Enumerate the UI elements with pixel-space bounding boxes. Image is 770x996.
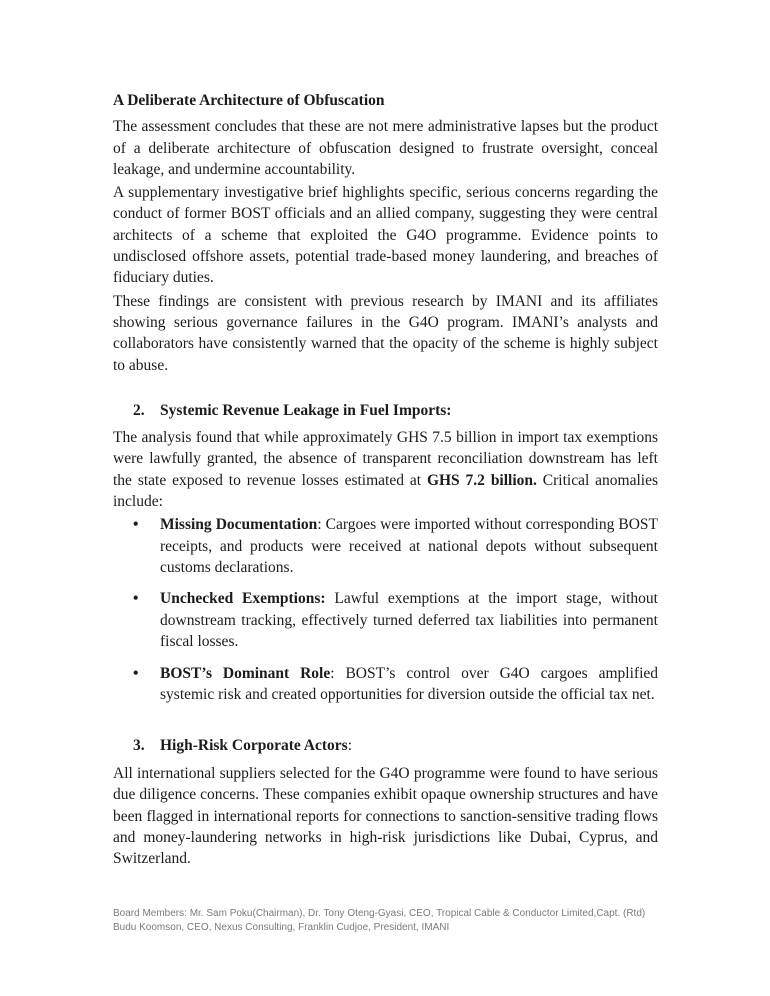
body-paragraph	[113, 427, 658, 512]
body-paragraph: All international suppliers selected for the G4O programme were found to have serious due diligence concerns. These companies exhibit opaque ownership structures and have been flagged in international reports for connections to sanction-sensitive trading flows and money-laundering networks in high-risk jurisdictions like Dubai, Cyprus, and Switzerland.	[113, 765, 658, 868]
paragraph-text: The analysis found that while approximately GHS 7.5 billion in import tax exemptions were lawfully granted, the absence of transparent reconciliation downstream has left the state exposed to revenue losses estimated at	[113, 429, 658, 489]
numbered-heading-label	[160, 735, 658, 756]
numbered-heading-3	[113, 735, 658, 756]
paragraph-text: Critical anomalies include:	[113, 471, 658, 511]
bullet-lead-bold: Missing Documentation	[160, 516, 318, 534]
bullet-lead-bold: BOST’s Dominant Role	[160, 665, 331, 683]
numbered-heading-label: Systemic Revenue Leakage in Fuel Imports:	[160, 401, 452, 419]
body-paragraph: A supplementary investigative brief highlights specific, serious concerns regarding the conduct of former BOST officials and an allied company, suggesting they were central architects of a scheme that exploited the G4O programme. Evidence points to undisclosed offshore assets, potential trade-based money laundering, and breaches of fiduciary duties.	[113, 184, 658, 287]
numbered-heading-colon: :	[347, 736, 353, 754]
list-number: 2.	[133, 401, 145, 419]
numbered-heading-text: High-Risk Corporate Actors	[160, 736, 348, 754]
document-content	[113, 90, 658, 872]
page-footer: Board Members: Mr. Sam Poku(Chairman), Dr. Tony Oteng-Gyasi, CEO, Tropical Cable & Conductor Limited,Capt. (Rtd) Budu Koomson, CEO, Nexus Consulting, Franklin Cudjoe, President, IMANI	[113, 908, 646, 933]
bullet-text	[160, 588, 658, 652]
bullet-icon: •	[133, 516, 139, 534]
bullet-item	[113, 514, 658, 578]
bullet-icon: •	[133, 665, 139, 683]
bullet-icon: •	[133, 590, 139, 608]
bullet-lead-bold: Unchecked Exemptions:	[160, 590, 326, 608]
bullet-item	[113, 588, 658, 652]
body-paragraph: These findings are consistent with previous research by IMANI and its affiliates showing serious governance failures in the G4O program. IMANI’s analysts and collaborators have consistently warned that the opacity of the scheme is highly subject to abuse.	[113, 292, 658, 374]
numbered-heading-2	[113, 400, 658, 421]
bullet-rest-text: : Cargoes were imported without corresponding BOST receipts, and products were received at national depots without subsequent customs declarations.	[160, 516, 658, 576]
bullet-text	[160, 663, 658, 706]
bold-amount-text: GHS 7.2 billion.	[426, 471, 537, 489]
bullet-rest-text: : BOST’s control over G4O cargoes amplified systemic risk and created opportunities for diversion outside the official tax net.	[160, 665, 659, 704]
section-heading: A Deliberate Architecture of Obfuscation	[113, 92, 385, 109]
list-number: 3.	[133, 736, 145, 754]
bullet-rest-text: Lawful exemptions at the import stage, without downstream tracking, effectively turned deferred tax liabilities into permanent fiscal losses.	[160, 590, 658, 650]
bullet-text	[160, 514, 658, 578]
bullet-item	[113, 663, 658, 706]
body-paragraph: The assessment concludes that these are not mere administrative lapses but the product of a deliberate architecture of obfuscation designed to frustrate oversight, conceal leakage, and undermine accountability.	[113, 118, 658, 178]
